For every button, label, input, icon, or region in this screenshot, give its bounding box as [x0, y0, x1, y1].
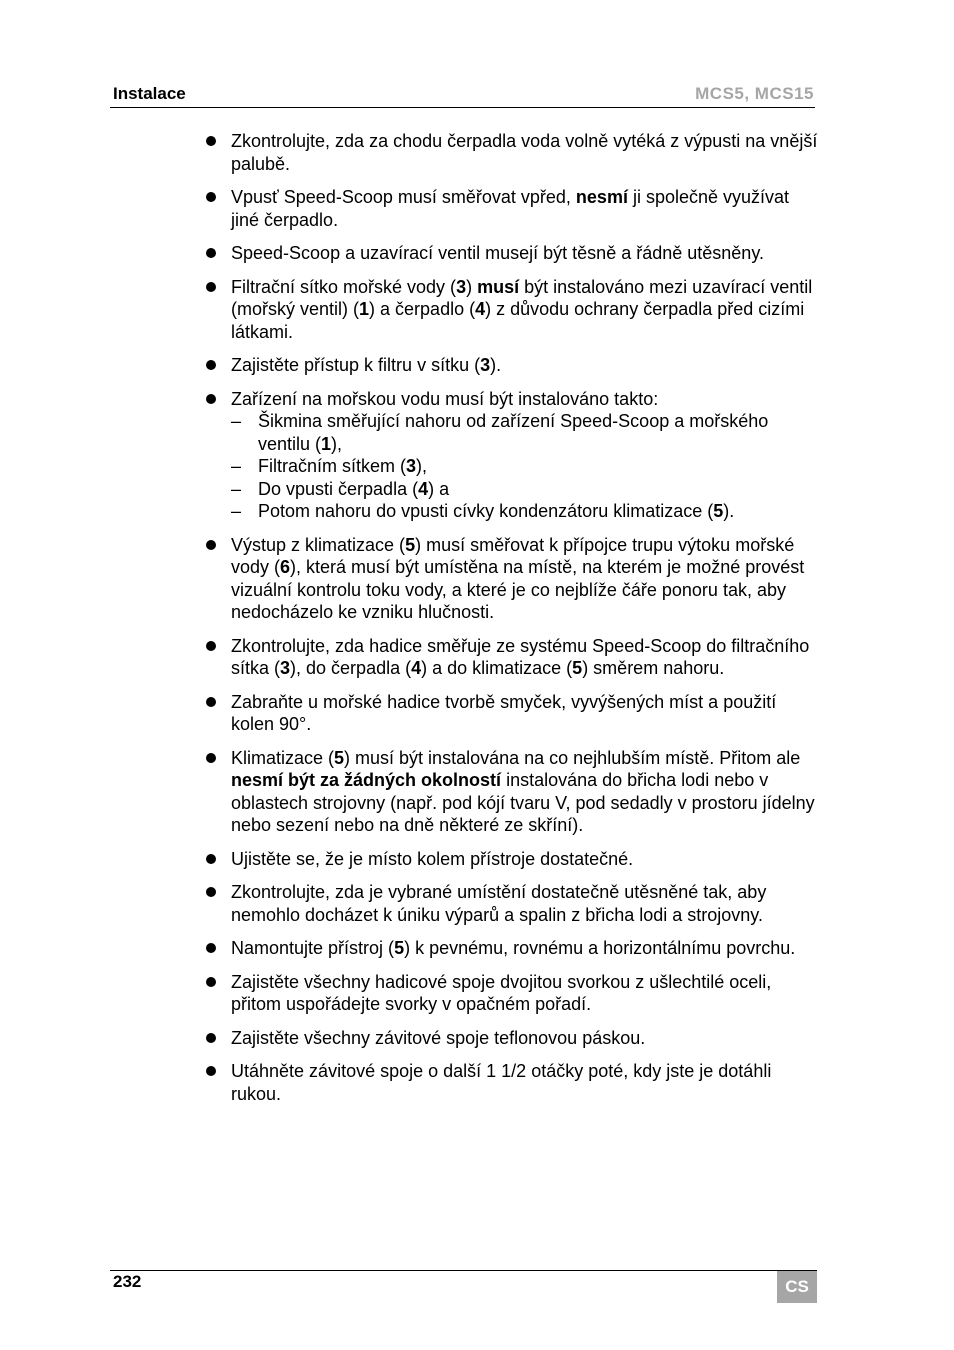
language-badge: CS	[777, 1271, 817, 1303]
list-item-text	[231, 534, 821, 624]
list-item-text	[231, 242, 821, 265]
list-item-text	[231, 1027, 821, 1050]
emphasis-text: nesmí být za žádných okolností	[231, 770, 502, 790]
page-number: 232	[113, 1272, 142, 1291]
text-run: ) a do klimatizace (	[421, 658, 573, 678]
sub-list-item	[231, 410, 821, 455]
sub-list-item	[231, 455, 821, 478]
text-run: ).	[490, 355, 502, 375]
emphasis-text: 5	[713, 501, 724, 521]
sub-list-item	[231, 478, 821, 501]
text-run: ) k pevnému, rovnému a horizontálnímu povrchu.	[404, 938, 796, 958]
list-item	[205, 130, 821, 175]
text-run: Zajistěte přístup k filtru v sítku (	[231, 355, 481, 375]
text-run: ), do čerpadla (	[290, 658, 412, 678]
text-run: Ujistěte se, že je místo kolem přístroje dostatečné.	[231, 848, 634, 869]
text-run: ) z důvodu ochrany čerpadla před cizími látkami.	[231, 299, 805, 342]
dash-icon: –	[231, 456, 242, 476]
list-item	[205, 242, 821, 265]
text-run: ji společně využívat jiné čerpadlo.	[231, 187, 790, 230]
text-run: ) a	[428, 478, 450, 499]
emphasis-text: 5	[405, 534, 416, 555]
list-item-text	[231, 276, 821, 344]
instruction-list	[205, 130, 821, 1116]
bullet-icon	[206, 136, 216, 146]
emphasis-text: 3	[406, 456, 417, 476]
emphasis-text: musí	[477, 276, 520, 297]
list-item	[205, 971, 821, 1016]
text-run: ) musí směřovat k přípojce trupu výtoku mořské vody (	[231, 534, 795, 577]
bullet-icon	[206, 248, 216, 258]
list-item	[205, 747, 821, 837]
bullet-icon	[206, 540, 216, 550]
text-run: Zkontrolujte, zda hadice směřuje ze systému Speed-Scoop do filtračního sítka (	[231, 635, 810, 678]
text-run: Potom nahoru do vpusti cívky kondenzátoru klimatizace (	[258, 501, 714, 521]
text-run: Zařízení na mořskou vodu musí být instalováno takto:	[231, 388, 659, 409]
list-item-text	[231, 130, 821, 175]
text-run: )	[466, 276, 478, 297]
emphasis-text: 4	[411, 658, 422, 678]
list-item	[205, 276, 821, 344]
text-run: Filtračním sítkem (	[258, 456, 407, 476]
list-item	[205, 881, 821, 926]
list-item	[205, 354, 821, 377]
emphasis-text: nesmí	[575, 187, 628, 207]
emphasis-text: 5	[334, 747, 345, 768]
text-run: Zajistěte všechny hadicové spoje dvojitou svorkou z ušlechtilé oceli, přitom uspořádejte svorky v opačném pořadí.	[231, 971, 772, 1014]
list-item	[205, 937, 821, 960]
emphasis-text: 6	[280, 557, 291, 577]
emphasis-text: 5	[394, 938, 405, 958]
bullet-icon	[206, 1033, 216, 1043]
text-run: ), která musí být umístěna na místě, na kterém je možné provést vizuální kontrolu toku vody, a které je co nejblíže čáře ponoru tak, aby nedocházelo ke vzniku hlučnosti.	[231, 557, 805, 622]
emphasis-text: 3	[280, 658, 291, 678]
list-item-text	[231, 881, 821, 926]
dash-icon: –	[231, 478, 242, 499]
list-item	[205, 635, 821, 680]
sub-list-item	[231, 500, 821, 523]
text-run: Zajistěte všechny závitové spoje teflonovou páskou.	[231, 1027, 646, 1048]
bullet-icon	[206, 887, 216, 897]
list-item	[205, 1060, 821, 1105]
model-name: MCS5, MCS15	[695, 84, 814, 103]
text-run: ),	[416, 456, 428, 476]
emphasis-text: 3	[480, 355, 491, 375]
text-run: ),	[331, 433, 343, 454]
bullet-icon	[206, 943, 216, 953]
text-run: Do vpusti čerpadla (	[258, 478, 419, 499]
footer-divider	[110, 1270, 817, 1271]
bullet-icon	[206, 1066, 216, 1076]
list-item	[205, 848, 821, 871]
sub-list	[231, 410, 821, 523]
bullet-icon	[206, 697, 216, 707]
list-item-text	[231, 388, 821, 411]
text-run: instalována do břicha lodi nebo v oblastech strojovny (např. pod kójí tvaru V, pod sedadly v prostoru jídelny nebo sezení nebo na dně některé ze skříní).	[231, 770, 815, 835]
list-item-text	[231, 691, 821, 736]
dash-icon: –	[231, 501, 242, 521]
list-item-text	[231, 747, 821, 837]
text-run: Filtrační sítko mořské vody (	[231, 276, 457, 297]
emphasis-text: 1	[359, 299, 370, 319]
dash-icon: –	[231, 411, 242, 431]
text-run: být instalováno mezi uzavírací ventil (mořský ventil) (	[231, 276, 813, 319]
bullet-icon	[206, 394, 216, 404]
text-run: Utáhněte závitové spoje o další 1 1/2 otáčky poté, kdy jste je dotáhli rukou.	[231, 1061, 772, 1104]
list-item-text	[231, 186, 821, 231]
emphasis-text: 4	[418, 478, 429, 499]
section-title: Instalace	[113, 84, 186, 103]
list-item-text	[231, 848, 821, 871]
text-run: Výstup z klimatizace (	[231, 534, 406, 555]
text-run: Zkontrolujte, zda za chodu čerpadla voda volně vytéká z výpusti na vnější palubě.	[231, 131, 818, 174]
text-run: Namontujte přístroj (	[231, 938, 395, 958]
list-item-text	[231, 1060, 821, 1105]
text-run: Klimatizace (	[231, 747, 335, 768]
text-run: ).	[723, 501, 735, 521]
list-item-text	[231, 937, 821, 960]
list-item	[205, 534, 821, 624]
bullet-icon	[206, 360, 216, 370]
bullet-icon	[206, 192, 216, 202]
emphasis-text: 3	[456, 276, 467, 297]
list-item	[205, 691, 821, 736]
text-run: Zabraňte u mořské hadice tvorbě smyček, vyvýšených míst a použití kolen 90°.	[231, 691, 777, 734]
bullet-icon	[206, 641, 216, 651]
text-run: Vpusť Speed-Scoop musí směřovat vpřed,	[231, 187, 576, 207]
list-item	[205, 1027, 821, 1050]
emphasis-text: 4	[475, 299, 486, 319]
text-run: ) musí být instalována na co nejhlubším místě. Přitom ale	[344, 747, 801, 768]
header-divider	[110, 107, 815, 108]
emphasis-text: 1	[321, 433, 332, 454]
text-run: ) a čerpadlo (	[369, 299, 476, 319]
text-run: Zkontrolujte, zda je vybrané umístění dostatečně utěsněné tak, aby nemohlo docházet k úniku výparů a spalin z břicha lodi a strojovny.	[231, 882, 767, 925]
text-run: Šikmina směřující nahoru od zařízení Speed-Scoop a mořského ventilu (	[258, 411, 769, 454]
text-run: ) směrem nahoru.	[582, 658, 725, 678]
list-item-text	[231, 971, 821, 1016]
list-item-text	[231, 354, 821, 377]
bullet-icon	[206, 753, 216, 763]
bullet-icon	[206, 282, 216, 292]
text-run: Speed-Scoop a uzavírací ventil musejí být těsně a řádně utěsněny.	[231, 243, 764, 263]
emphasis-text: 5	[572, 658, 583, 678]
bullet-icon	[206, 977, 216, 987]
bullet-icon	[206, 854, 216, 864]
list-item	[205, 186, 821, 231]
list-item	[205, 388, 821, 523]
list-item-text	[231, 635, 821, 680]
